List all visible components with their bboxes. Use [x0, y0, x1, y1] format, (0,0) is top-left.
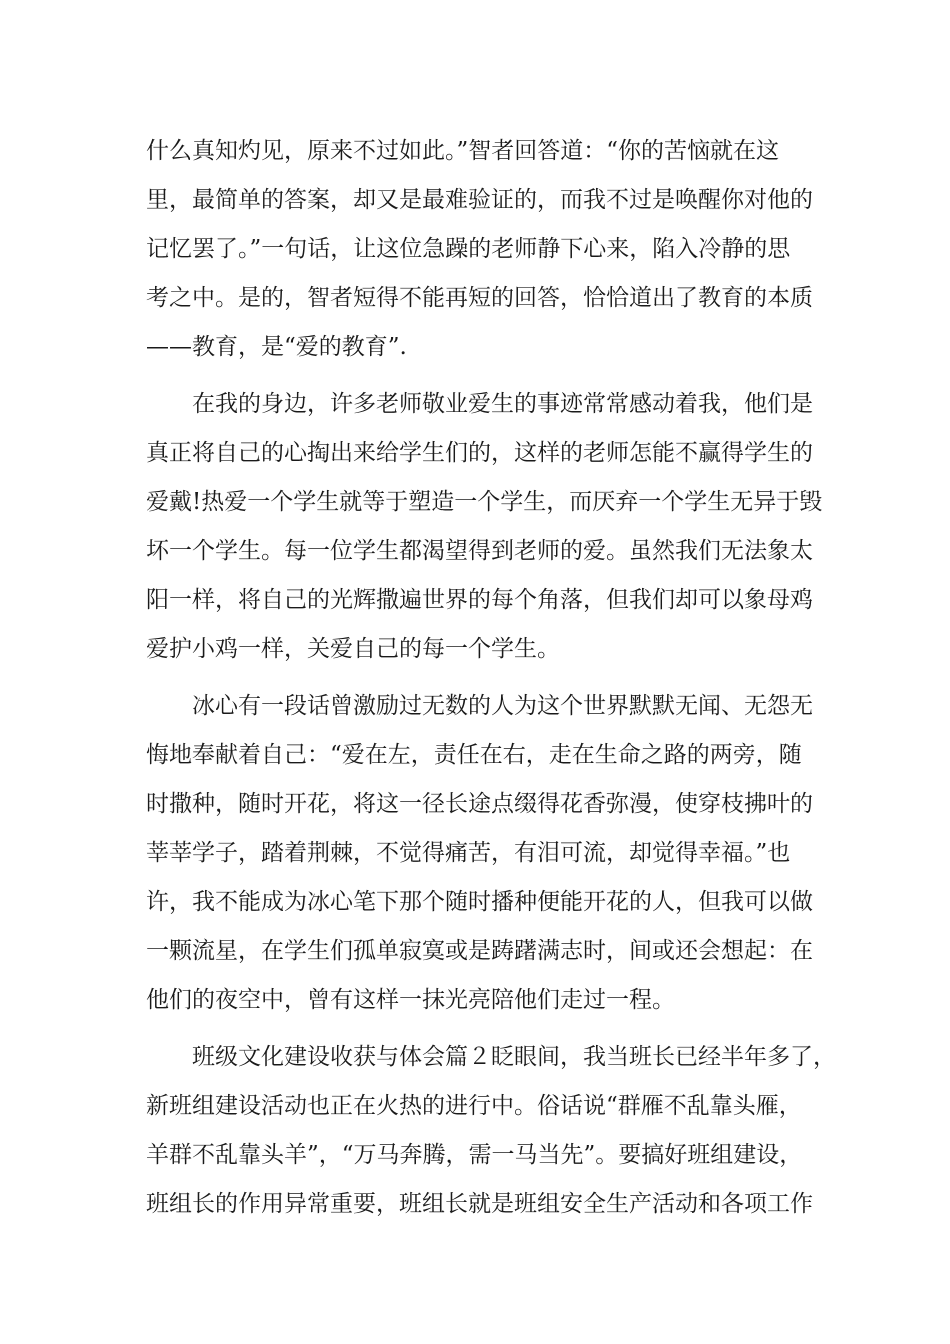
text-line: 考之中。是的，智者短得不能再短的回答，恰恰道出了教育的本质 [146, 285, 813, 311]
text-line: 班组长的作用异常重要，班组长就是班组安全生产活动和各项工作 [146, 1191, 813, 1217]
text-line: 真正将自己的心掏出来给学生们的，这样的老师怎能不赢得学生的 [146, 440, 813, 466]
text-line: 记忆罢了。”一句话，让这位急躁的老师静下心来，陷入冷静的思 [146, 236, 791, 262]
text-line: 阳一样，将自己的光辉撒遍世界的每个角落，但我们却可以象母鸡 [146, 587, 813, 613]
text-line: 里，最简单的答案，却又是最难验证的，而我不过是唤醒你对他的 [146, 187, 813, 213]
text-line: ——教育，是“爱的教育”. [146, 334, 407, 360]
paragraph-start-line: 在我的身边，许多老师敬业爱生的事迹常常感动着我，他们是 [192, 391, 813, 417]
text-line: 许，我不能成为冰心笔下那个随时播种便能开花的人，但我可以做 [146, 889, 813, 915]
text-line: 悔地奉献着自己：“爱在左，责任在右，走在生命之路的两旁，随 [146, 742, 802, 768]
text-line: 坏一个学生。每一位学生都渴望得到老师的爱。虽然我们无法象太 [146, 538, 813, 564]
text-line: 时撒种，随时开花，将这一径长途点缀得花香弥漫，使穿枝拂叶的 [146, 791, 813, 817]
text-line: 爱护小鸡一样，关爱自己的每一个学生。 [146, 636, 560, 662]
text-line: 羊群不乱靠头羊”，“万马奔腾，需一马当先”。要搞好班组建设， [146, 1142, 803, 1168]
text-line: 什么真知灼见，原来不过如此。”智者回答道：“你的苦恼就在这 [146, 138, 780, 164]
text-line: 爱戴!热爱一个学生就等于塑造一个学生，而厌弃一个学生无异于毁 [146, 489, 823, 515]
paragraph-start-line: 冰心有一段话曾激励过无数的人为这个世界默默无闻、无怨无 [192, 693, 813, 719]
paragraph-start-line: 班级文化建设收获与体会篇２眨眼间，我当班长已经半年多了， [192, 1044, 836, 1070]
text-line: 一颗流星，在学生们孤单寂寞或是踌躇满志时，间或还会想起：在 [146, 938, 813, 964]
text-line: 莘莘学子，踏着荆棘，不觉得痛苦，有泪可流，却觉得幸福。”也 [146, 840, 791, 866]
text-line: 他们的夜空中，曾有这样一抹光亮陪他们走过一程。 [146, 987, 675, 1013]
text-line: 新班组建设活动也正在火热的进行中。俗话说“群雁不乱靠头雁， [146, 1093, 802, 1119]
